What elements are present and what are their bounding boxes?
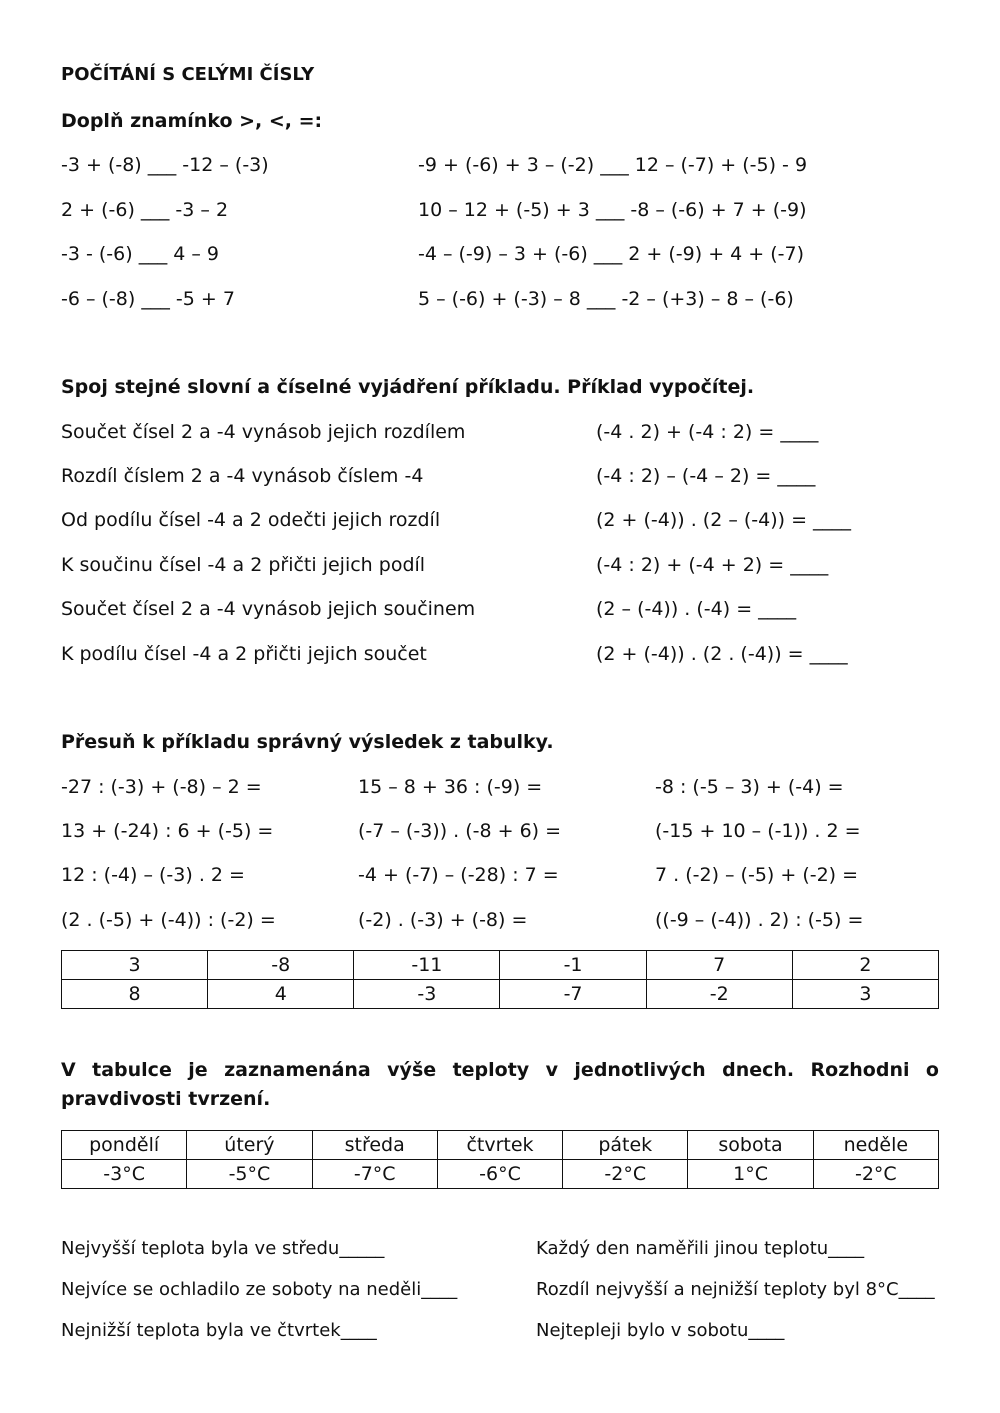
result-cell[interactable]: -7 — [500, 980, 646, 1009]
exercise-c1-3: 12 : (-4) – (-3) . 2 = — [61, 864, 245, 886]
expression-4: (-4 : 2) + (-4 + 2) = ____ — [596, 554, 829, 576]
compare-left-4: -6 – (-8) ___ -5 + 7 — [61, 288, 235, 310]
compare-right-3: -4 – (-9) – 3 + (-6) ___ 2 + (-9) + 4 + (-7) — [418, 243, 805, 265]
temperature-cell: -2°C — [563, 1160, 688, 1189]
temperature-cell: -3°C — [62, 1160, 187, 1189]
word-problem-1: Součet čísel 2 a -4 vynásob jejich rozdílem — [61, 421, 466, 443]
statement-right-3[interactable]: Nejtepleji bylo v sobotu____ — [536, 1320, 785, 1341]
result-cell[interactable]: -3 — [354, 980, 500, 1009]
result-cell[interactable]: 4 — [208, 980, 354, 1009]
day-header: pátek — [563, 1131, 688, 1160]
compare-left-2: 2 + (-6) ___ -3 – 2 — [61, 199, 229, 221]
compare-right-4: 5 – (-6) + (-3) – 8 ___ -2 – (+3) – 8 – (-6) — [418, 288, 794, 310]
expression-2: (-4 : 2) – (-4 – 2) = ____ — [596, 465, 816, 487]
temperature-cell: 1°C — [688, 1160, 813, 1189]
temperature-cell: -7°C — [312, 1160, 437, 1189]
exercise-c3-4: ((-9 – (-4)) . 2) : (-5) = — [655, 909, 864, 931]
statement-left-2[interactable]: Nejvíce se ochladilo ze soboty na neděli____ — [61, 1279, 458, 1300]
exercise-c3-2: (-15 + 10 – (-1)) . 2 = — [655, 820, 861, 842]
word-problem-4: K součinu čísel -4 a 2 přičti jejich podíl — [61, 554, 426, 576]
word-problem-5: Součet čísel 2 a -4 vynásob jejich součinem — [61, 598, 476, 620]
section1-heading: Doplň znamínko >, <, =: — [61, 110, 323, 132]
temperature-cell: -5°C — [187, 1160, 312, 1189]
result-cell[interactable]: 7 — [646, 951, 792, 980]
expression-6: (2 + (-4)) . (2 . (-4)) = ____ — [596, 643, 848, 665]
compare-right-2: 10 – 12 + (-5) + 3 ___ -8 – (-6) + 7 + (-9) — [418, 199, 807, 221]
expression-3: (2 + (-4)) . (2 – (-4)) = ____ — [596, 509, 852, 531]
statement-right-2[interactable]: Rozdíl nejvyšší a nejnižší teploty byl 8°C____ — [536, 1279, 935, 1300]
temperature-table — [61, 1130, 939, 1189]
section2-heading: Spoj stejné slovní a číselné vyjádření příkladu. Příklad vypočítej. — [61, 376, 755, 398]
temperature-cell: -6°C — [437, 1160, 562, 1189]
result-cell[interactable]: -1 — [500, 951, 646, 980]
exercise-c2-3: -4 + (-7) – (-28) : 7 = — [358, 864, 559, 886]
statement-left-3[interactable]: Nejnižší teplota byla ve čtvrtek____ — [61, 1320, 377, 1341]
section3-heading: Přesuň k příkladu správný výsledek z tabulky. — [61, 731, 554, 753]
day-header: středa — [312, 1131, 437, 1160]
expression-1: (-4 . 2) + (-4 : 2) = ____ — [596, 421, 819, 443]
day-header: pondělí — [62, 1131, 187, 1160]
exercise-c2-2: (-7 – (-3)) . (-8 + 6) = — [358, 820, 562, 842]
exercise-c1-4: (2 . (-5) + (-4)) : (-2) = — [61, 909, 276, 931]
word-problem-2: Rozdíl číslem 2 a -4 vynásob číslem -4 — [61, 465, 424, 487]
expression-5: (2 – (-4)) . (-4) = ____ — [596, 598, 797, 620]
result-cell[interactable]: 3 — [62, 951, 208, 980]
exercise-c2-1: 15 – 8 + 36 : (-9) = — [358, 776, 543, 798]
temperature-cell: -2°C — [813, 1160, 938, 1189]
results-row-1 — [62, 951, 939, 980]
statement-right-1[interactable]: Každý den naměřili jinou teplotu____ — [536, 1238, 865, 1259]
day-header: sobota — [688, 1131, 813, 1160]
day-header: neděle — [813, 1131, 938, 1160]
exercise-c1-2: 13 + (-24) : 6 + (-5) = — [61, 820, 274, 842]
result-cell[interactable]: 3 — [792, 980, 938, 1009]
word-problem-6: K podílu čísel -4 a 2 přičti jejich součet — [61, 643, 427, 665]
statement-left-1[interactable]: Nejvyšší teplota byla ve středu_____ — [61, 1238, 385, 1259]
day-header: čtvrtek — [437, 1131, 562, 1160]
result-cell[interactable]: -2 — [646, 980, 792, 1009]
results-table — [61, 950, 939, 1009]
day-header: úterý — [187, 1131, 312, 1160]
results-row-2 — [62, 980, 939, 1009]
exercise-c2-4: (-2) . (-3) + (-8) = — [358, 909, 528, 931]
result-cell[interactable]: -11 — [354, 951, 500, 980]
exercise-c3-3: 7 . (-2) – (-5) + (-2) = — [655, 864, 859, 886]
compare-left-3: -3 - (-6) ___ 4 – 9 — [61, 243, 219, 265]
temperatures-row — [62, 1160, 939, 1189]
exercise-c3-1: -8 : (-5 – 3) + (-4) = — [655, 776, 844, 798]
section4-instructions: V tabulce je zaznamenána výše teploty v jednotlivých dnech. Rozhodni o pravdivosti tvrzení. — [61, 1059, 939, 1110]
days-row — [62, 1131, 939, 1160]
compare-left-1: -3 + (-8) ___ -12 – (-3) — [61, 154, 269, 176]
compare-right-1: -9 + (-6) + 3 – (-2) ___ 12 – (-7) + (-5) - 9 — [418, 154, 808, 176]
exercise-c1-1: -27 : (-3) + (-8) – 2 = — [61, 776, 262, 798]
word-problem-3: Od podílu čísel -4 a 2 odečti jejich rozdíl — [61, 509, 441, 531]
page-title: POČÍTÁNÍ S CELÝMI ČÍSLY — [61, 64, 315, 85]
result-cell[interactable]: 2 — [792, 951, 938, 980]
result-cell[interactable]: -8 — [208, 951, 354, 980]
result-cell[interactable]: 8 — [62, 980, 208, 1009]
